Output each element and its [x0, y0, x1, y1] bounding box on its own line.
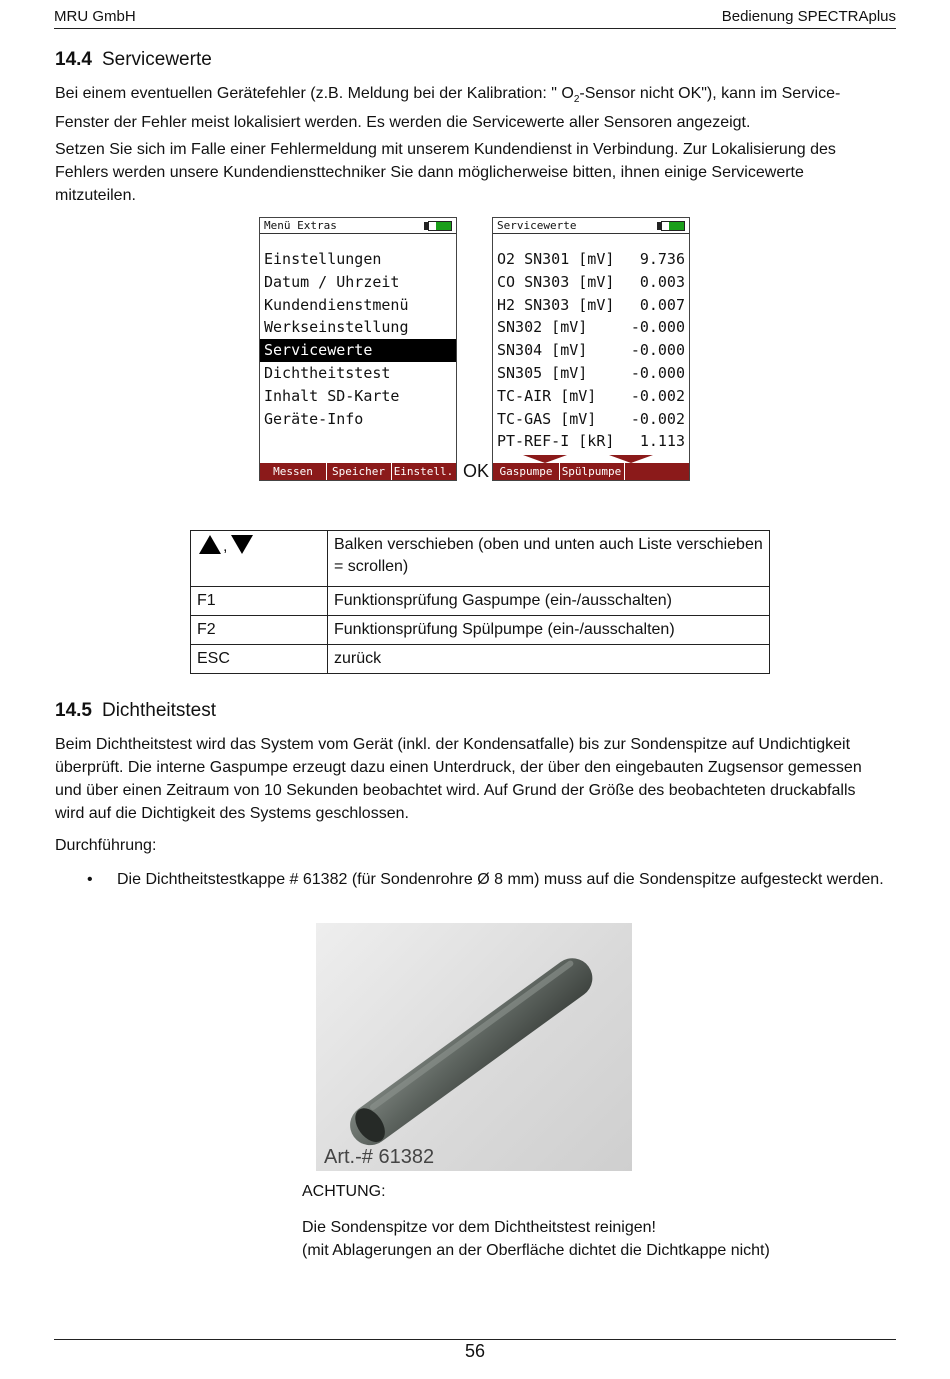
section-number: 14.4	[55, 49, 92, 70]
header-company: MRU GmbH	[54, 8, 136, 25]
screen-title-bar: Servicewerte	[493, 218, 689, 234]
menu-list	[260, 248, 456, 430]
table-key-cell: F2	[191, 616, 328, 645]
device-screen-menu-extras	[259, 217, 457, 481]
ok-key-label: OK	[463, 461, 490, 481]
table-key-cell: F1	[191, 587, 328, 616]
service-value-row: SN304 [mV] -0.000	[497, 341, 685, 360]
paragraph-durchfuehrung: Durchführung:	[55, 837, 157, 854]
scroll-down-arrows-icon	[523, 455, 653, 463]
leak-test-cap-image	[316, 923, 632, 1171]
table-row	[191, 616, 770, 645]
table-desc-cell: Funktionsprüfung Gaspumpe (ein-/ausschalten)	[328, 587, 770, 616]
paragraph-servicewerte-intro: Bei einem eventuellen Gerätefehler (z.B. Meldung bei der Kalibration: " $O_2$-Sensor nicht OK"), kann im Service-Fenster der Fehler meist lokalisiert werden. Es werden die Servicewerte aller Sensoren angezeigt.	[55, 85, 841, 132]
table-row	[191, 645, 770, 674]
footer-divider	[54, 1339, 896, 1340]
warning-title: ACHTUNG:	[302, 1183, 386, 1200]
paragraph-servicewerte-contact: Setzen Sie sich im Falle einer Fehlermeldung mit unserem Kundendienst in Verbindung. Zur Lokalisierung des Fehlers werden unsere Kundendiensttechniker Sie dann möglicherweise bitten, ihnen einige Servicewerte mitzuteilen.	[55, 141, 836, 204]
service-value-row: SN305 [mV] -0.000	[497, 364, 685, 382]
menu-item-selected[interactable]: Servicewerte	[260, 339, 456, 362]
header-manual-title: Bedienung SPECTRAplus	[721, 8, 896, 25]
table-desc-cell: zurück	[328, 645, 770, 674]
menu-item[interactable]: Inhalt SD-Karte	[264, 386, 400, 405]
table-row	[191, 587, 770, 616]
fkey-einstell[interactable]: Einstell.	[393, 465, 454, 478]
section-title: Servicewerte	[101, 49, 212, 70]
fkey-gaspumpe[interactable]: Gaspumpe	[493, 463, 560, 480]
device-screen-servicewerte	[492, 217, 690, 481]
menu-item[interactable]: Einstellungen	[264, 250, 382, 268]
section-heading-servicewerte	[55, 49, 212, 71]
battery-icon	[428, 221, 452, 231]
section-heading-dichtheitstest	[55, 700, 216, 722]
key-function-table	[190, 530, 770, 674]
warning-text: Die Sondenspitze vor dem Dichtheitstest reinigen! (mit Ablagerungen an der Oberfläche dichtet die Dichtkappe nicht)	[302, 1219, 770, 1259]
fkey-speicher[interactable]: Speicher	[326, 463, 392, 480]
menu-item[interactable]: Geräte-Info	[264, 409, 364, 428]
menu-item[interactable]: Datum / Uhrzeit	[264, 272, 400, 291]
fkey-spuelpumpe[interactable]: Spülpumpe	[559, 463, 625, 480]
screen-title-bar: Menü Extras	[260, 218, 456, 234]
battery-icon	[661, 221, 685, 231]
service-value-row: CO SN303 [mV] 0.003	[497, 272, 685, 291]
menu-item[interactable]: Dichtheitstest	[264, 363, 391, 382]
service-value-row: TC-GAS [mV] -0.002	[497, 409, 685, 428]
photo-article-caption: Art.-# 61382	[324, 1146, 435, 1168]
menu-item[interactable]: Kundendienstmenü	[264, 295, 409, 314]
section-number: 14.5	[55, 700, 92, 721]
paragraph-dichtheitstest-intro: Beim Dichtheitstest wird das System vom Gerät (inkl. der Kondensatfalle) bis zur Sondenspitze auf Undichtigkeit überprüft. Die interne Gaspumpe erzeugt dazu einen Unterdruck, der über den eingebauten Zugsensor gemessen und über einen Zeitraum von 10 Sekunden beobachtet wird. Auf Grund der Größe des beobachteten druckabfalls wird auf die Dichtigkeit des Systems geschlossen.	[55, 736, 862, 822]
table-desc-cell: Balken verschieben (oben und unten auch Liste verschieben = scrollen)	[328, 531, 770, 587]
list-item: • Die Dichtheitstestkappe # 61382 (für Sondenrohre Ø 8 mm) muss auf die Sondenspitze aufgesteckt werden.	[55, 868, 885, 891]
procedure-list	[55, 868, 885, 891]
function-key-bar	[260, 463, 456, 480]
page-number: 56	[464, 1341, 486, 1361]
leak-test-cap-photo	[316, 923, 632, 1171]
page-header	[54, 6, 896, 29]
table-desc-cell: Funktionsprüfung Spülpumpe (ein-/ausschalten)	[328, 616, 770, 645]
service-value-row: PT-REF-I [kR] 1.113	[497, 432, 685, 451]
table-key-cell: ESC	[191, 645, 328, 674]
section-title: Dichtheitstest	[101, 700, 217, 721]
table-key-cell: ,	[191, 531, 328, 587]
service-value-row: SN302 [mV] -0.000	[497, 318, 685, 337]
service-value-row: H2 SN303 [mV] 0.007	[497, 295, 685, 314]
menu-item[interactable]: Werkseinstellung	[264, 318, 409, 337]
table-row	[191, 531, 770, 587]
service-value-row: TC-AIR [mV] -0.002	[497, 386, 685, 405]
function-key-bar	[493, 463, 689, 480]
fkey-messen[interactable]: Messen	[260, 463, 327, 480]
service-value-row: O2 SN301 [mV] 9.736	[497, 250, 685, 268]
